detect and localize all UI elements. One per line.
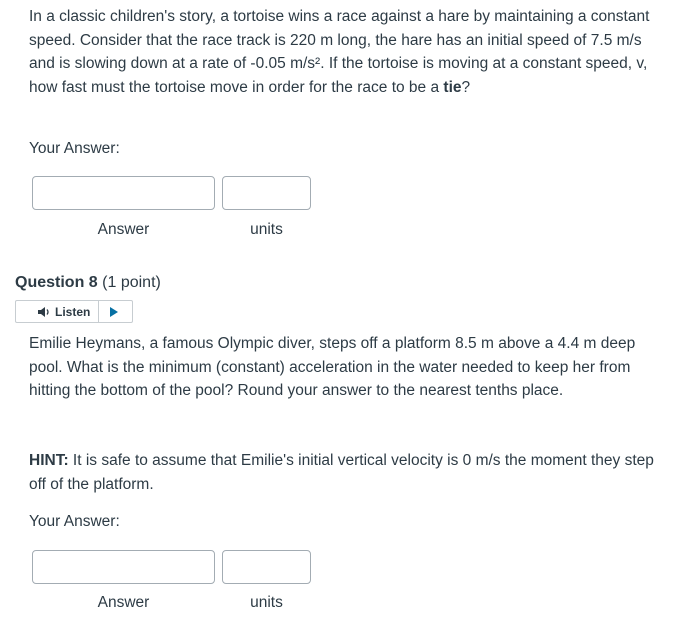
question8-hint [29,449,659,496]
listen-button[interactable] [15,300,133,323]
speaker-icon [37,306,51,318]
question8-answer-caption: Answer [97,594,150,611]
question8-title [15,273,161,293]
hint-label: HINT: [29,452,69,469]
question8-units-caption: units [250,594,283,611]
question7-bold-word: tie [443,78,462,96]
listen-label: Listen [55,304,91,319]
question7-units-caption: units [250,221,283,238]
listen-label-area[interactable] [16,301,99,322]
question7-answer-caption: Answer [97,221,150,238]
question8-points: (1 point) [102,274,161,291]
question7-answer-input[interactable] [32,176,215,210]
question8-number: Question 8 [15,274,98,291]
question7-units-input[interactable] [222,176,311,210]
hint-text: It is safe to assume that Emilie's initial vertical velocity is 0 m/s the moment they step off of the platform. [29,452,654,493]
question7-text-main: In a classic children's story, a tortoise wins a race against a hare by maintaining a constant speed. Consider that the race track is 220 m long, the hare has an initial speed of 7.5 m/s and is slowing down at a rate of -0.05 m/s². If the tortoise is moving at a constant speed, v, how fast must the tortoise move in order for the race to be a [29,8,650,96]
question7-text-end: ? [461,78,471,96]
play-icon[interactable] [110,307,118,317]
question7-text [29,5,659,99]
question8-text: Emilie Heymans, a famous Olympic diver, steps off a platform 8.5 m above a 4.4 m deep pool. What is the minimum (constant) acceleration in the water needed to keep her from hitting the bottom of the pool? Round your answer to the nearest tenths place. [29,335,636,399]
question8-your-answer-label: Your Answer: [29,513,120,530]
question7-your-answer-label: Your Answer: [29,140,120,157]
question8-units-input[interactable] [222,550,311,584]
question8-answer-input[interactable] [32,550,215,584]
